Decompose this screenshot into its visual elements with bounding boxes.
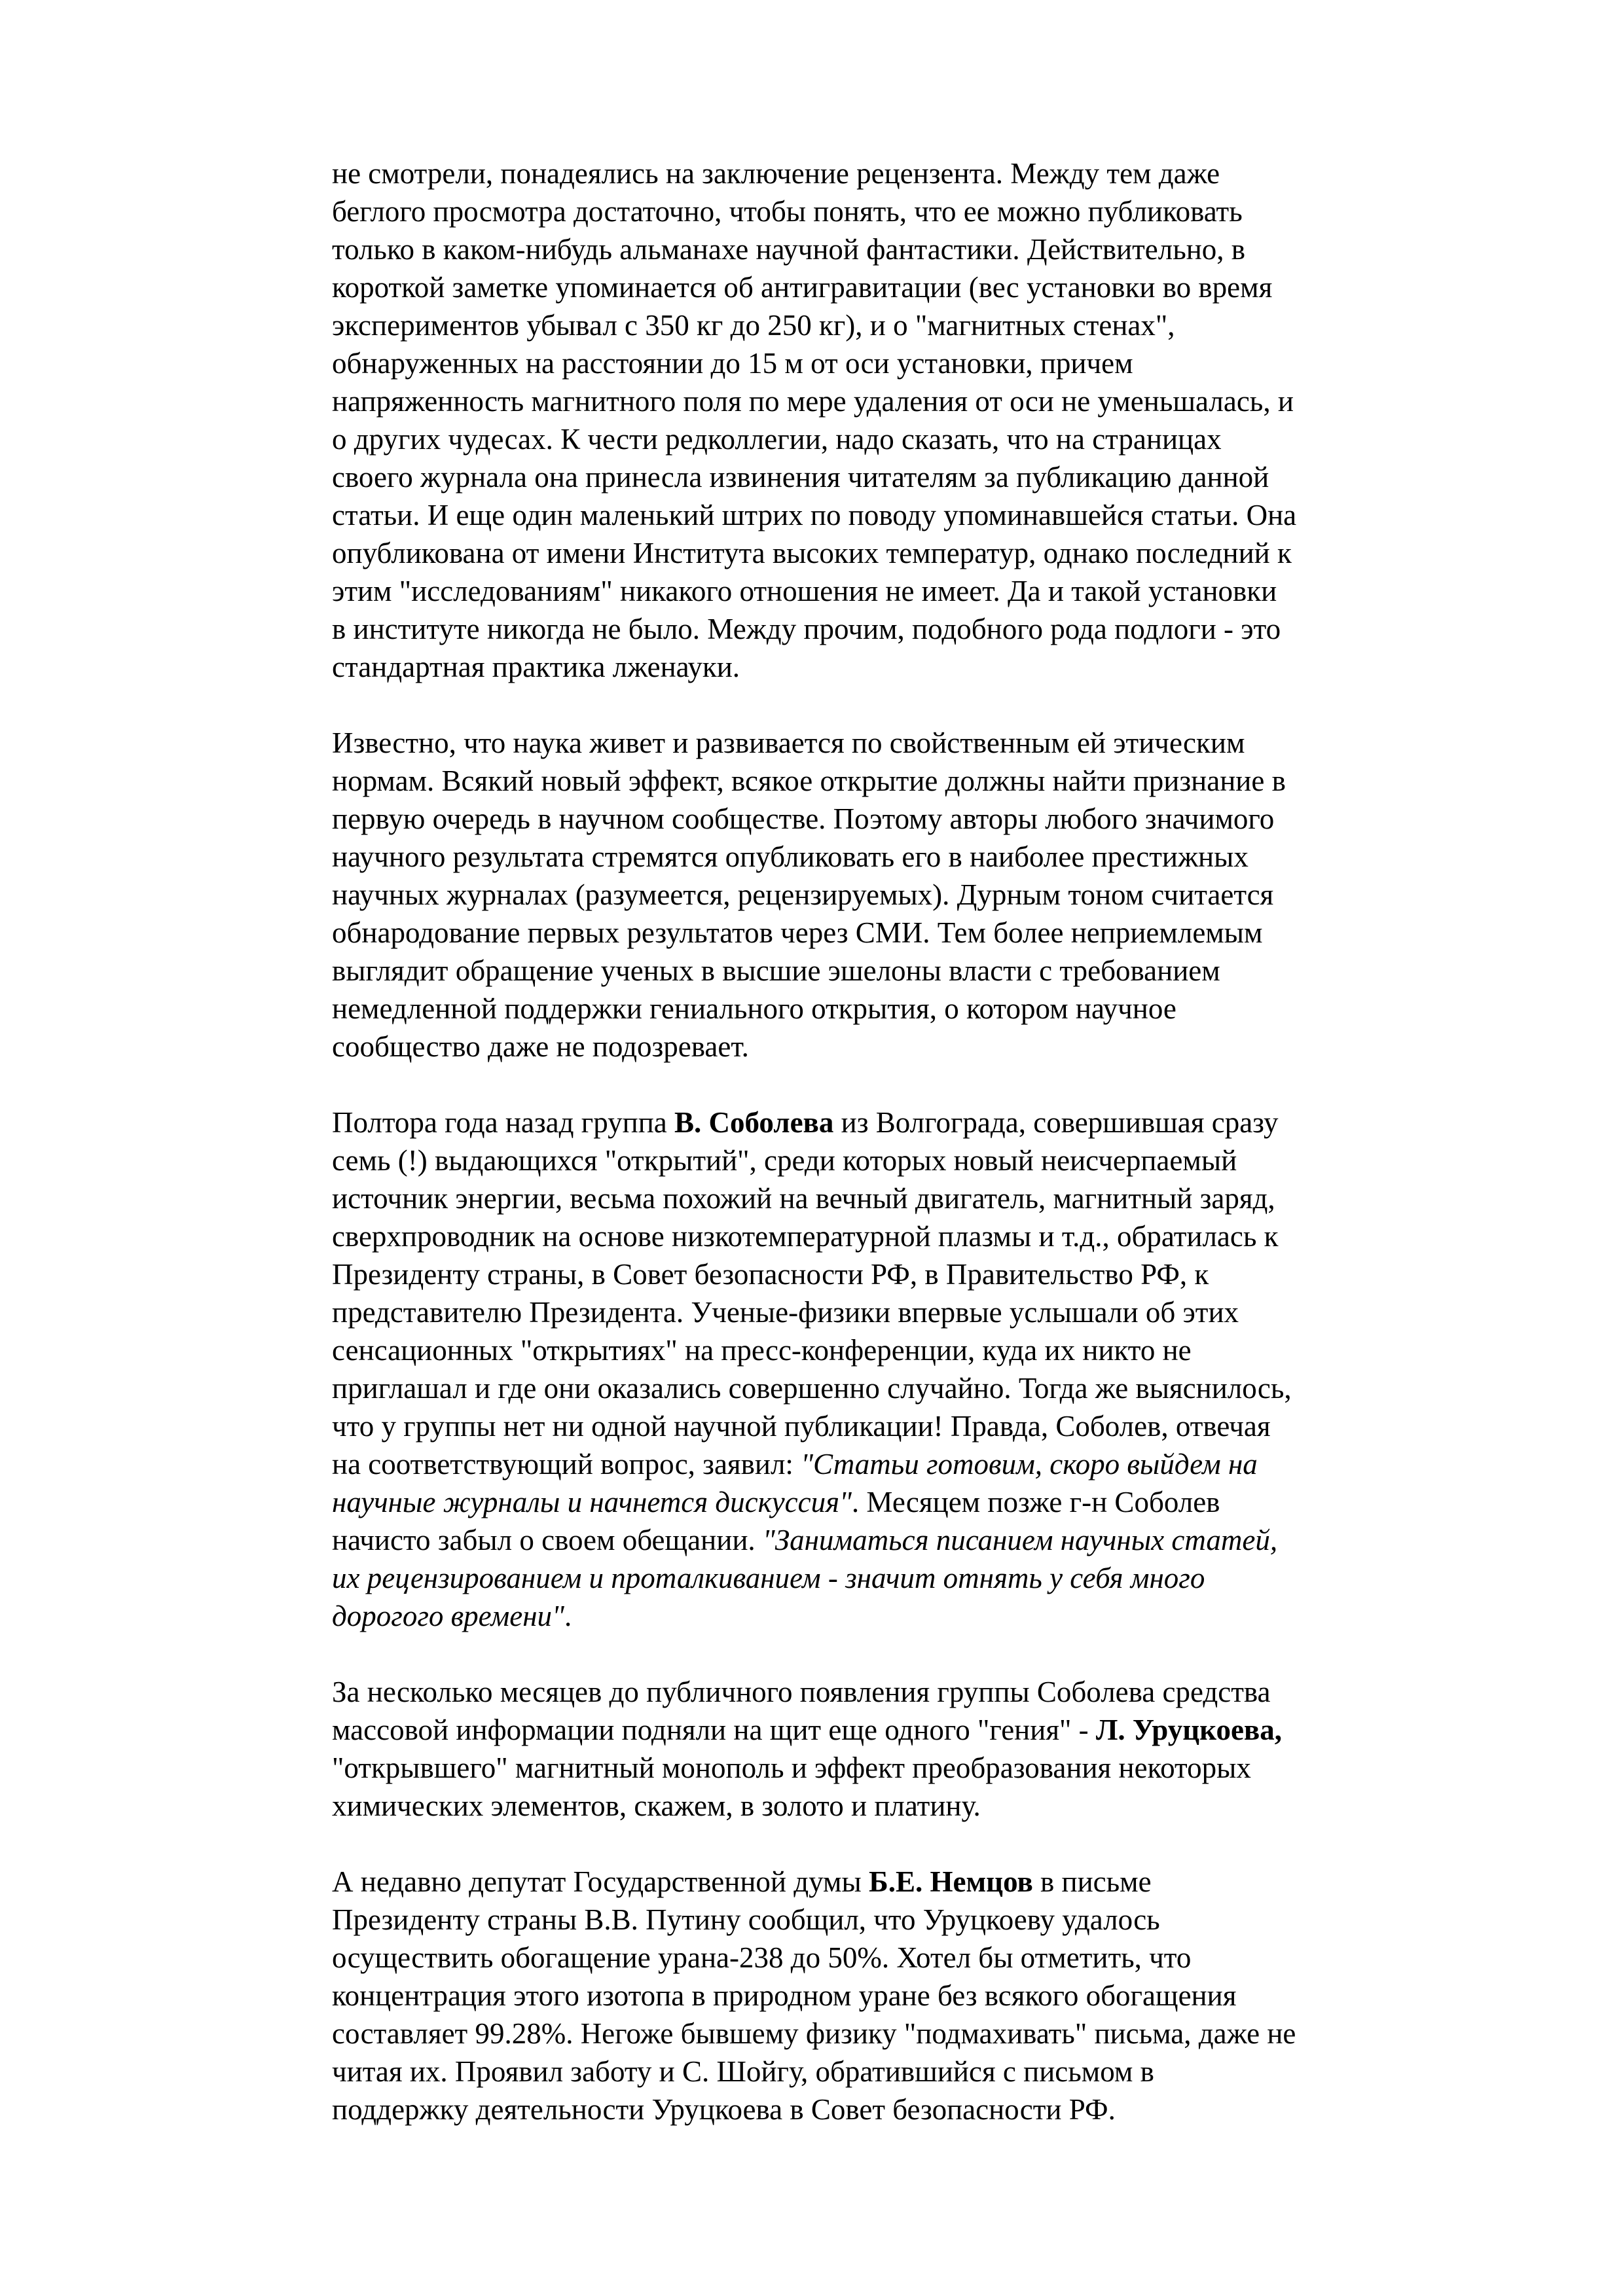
text-run: из Волгограда, совершившая сразу — [833, 1106, 1279, 1139]
text-line — [332, 1445, 1445, 1483]
text-line: выглядит обращение ученых в высшие эшелоны власти с требованием — [332, 954, 1220, 987]
person-name-urutskoev: Л. Уруцкоева, — [1095, 1713, 1282, 1746]
text-line — [332, 1521, 1445, 1559]
quote-italic: "Статьи готовим, скоро выйдем на — [801, 1448, 1258, 1480]
paragraph-4 — [332, 1673, 1445, 1825]
text-line — [332, 1483, 1445, 1521]
text-line — [332, 1711, 1445, 1749]
text-run: на соответствующий вопрос, заявил: — [332, 1448, 801, 1480]
quote-italic: научные журналы и начнется дискуссия" — [332, 1486, 852, 1518]
text-line: научного результата стремятся опубликовать его в наиболее престижных — [332, 840, 1249, 873]
text-line: научных журналах (разумеется, рецензируемых). Дурным тоном считается — [332, 878, 1274, 911]
text-line: обнаруженных на расстоянии до 15 м от оси установки, причем — [332, 347, 1133, 380]
text-line: составляет 99.28%. Негоже бывшему физику "подмахивать" письма, даже не — [332, 2017, 1296, 2050]
text-line: семь (!) выдающихся "открытий", среди которых новый неисчерпаемый — [332, 1144, 1237, 1177]
text-line: концентрация этого изотопа в природном уране без всякого обогащения — [332, 1979, 1237, 2012]
article-body — [332, 154, 1445, 2166]
text-line — [332, 1559, 1445, 1597]
person-name-sobolev: В. Соболева — [674, 1106, 834, 1139]
text-line: читая их. Проявил заботу и С. Шойгу, обратившийся с письмом в — [332, 2055, 1154, 2088]
text-line — [332, 1863, 1445, 1901]
quote-italic: их рецензированием и проталкиванием - значит отнять у себя много — [332, 1562, 1205, 1594]
text-line: экспериментов убывал с 350 кг до 250 кг), и о "магнитных стенах", — [332, 309, 1175, 342]
text-run: . — [564, 1600, 572, 1632]
quote-italic: дорогого времени" — [332, 1600, 564, 1632]
person-name-nemtsov: Б.Е. Немцов — [869, 1865, 1033, 1898]
text-line: что у группы нет ни одной научной публикации! Правда, Соболев, отвечая — [332, 1410, 1271, 1443]
text-line: За несколько месяцев до публичного появления группы Соболева средства — [332, 1676, 1271, 1708]
text-line: короткой заметке упоминается об антигравитации (вес установки во время — [332, 271, 1273, 304]
text-line: напряженность магнитного поля по мере удаления от оси не уменьшалась, и — [332, 385, 1294, 418]
text-line: в институте никогда не было. Между прочим, подобного рода подлоги - это — [332, 613, 1281, 645]
text-line: Президенту страны В.В. Путину сообщил, что Уруцкоеву удалось — [332, 1903, 1160, 1936]
text-run: в письме — [1032, 1865, 1152, 1898]
text-line: "открывшего" магнитный монополь и эффект преобразования некоторых — [332, 1751, 1251, 1784]
text-run: Полтора года назад группа — [332, 1106, 675, 1139]
text-line: источник энергии, весьма похожий на вечный двигатель, магнитный заряд, — [332, 1182, 1275, 1215]
text-line: осуществить обогащение урана-238 до 50%. Хотел бы отметить, что — [332, 1941, 1192, 1974]
text-line: не смотрели, понадеялись на заключение рецензента. Между тем даже — [332, 157, 1220, 190]
paragraph-3 — [332, 1103, 1445, 1635]
text-line: приглашал и где они оказались совершенно случайно. Тогда же выяснилось, — [332, 1372, 1292, 1405]
text-run: начисто забыл о своем обещании. — [332, 1524, 763, 1556]
text-line: обнародование первых результатов через СМИ. Тем более неприемлемым — [332, 916, 1263, 949]
text-line: сверхпроводник на основе низкотемпературной плазмы и т.д., обратилась к — [332, 1220, 1279, 1253]
text-line: нормам. Всякий новый эффект, всякое открытие должны найти признание в — [332, 764, 1286, 797]
paragraph-5 — [332, 1863, 1445, 2128]
text-line — [332, 1103, 1445, 1141]
text-line: немедленной поддержки гениального открытия, о котором научное — [332, 992, 1176, 1025]
paragraph-1 — [332, 154, 1445, 686]
text-run: А недавно депутат Государственной думы — [332, 1865, 869, 1898]
text-line: только в каком-нибудь альманахе научной фантастики. Действительно, в — [332, 233, 1246, 266]
text-line: о других чудесах. К чести редколлегии, надо сказать, что на страницах — [332, 423, 1222, 456]
text-line: беглого просмотра достаточно, чтобы понять, что ее можно публиковать — [332, 195, 1243, 228]
text-run: . Месяцем позже г-н Соболев — [851, 1486, 1220, 1518]
text-line: стандартная практика лженауки. — [332, 651, 740, 683]
paragraph-2 — [332, 724, 1445, 1066]
text-run: массовой информации подняли на щит еще одного "гения" - — [332, 1713, 1096, 1746]
quote-italic: "Заниматься писанием научных статей, — [762, 1524, 1278, 1556]
text-line: химических элементов, скажем, в золото и платину. — [332, 1789, 981, 1822]
text-line: сенсационных "открытиях" на пресс-конференции, куда их никто не — [332, 1334, 1192, 1367]
text-line: Известно, что наука живет и развивается по свойственным ей этическим — [332, 726, 1245, 759]
text-line: представителю Президента. Ученые-физики впервые услышали об этих — [332, 1296, 1239, 1329]
text-line: сообщество даже не подозревает. — [332, 1030, 749, 1063]
text-line — [332, 1597, 1445, 1635]
text-line: этим "исследованиям" никакого отношения не имеет. Да и такой установки — [332, 575, 1277, 607]
text-line: первую очередь в научном сообществе. Поэтому авторы любого значимого — [332, 802, 1275, 835]
text-line: поддержку деятельности Уруцкоева в Совет безопасности РФ. — [332, 2093, 1116, 2126]
text-line: статьи. И еще один маленький штрих по поводу упоминавшейся статьи. Она — [332, 499, 1297, 531]
text-line: своего журнала она принесла извинения читателям за публикацию данной — [332, 461, 1269, 493]
text-line: опубликована от имени Института высоких температур, однако последний к — [332, 537, 1292, 569]
text-line: Президенту страны, в Совет безопасности РФ, в Правительство РФ, к — [332, 1258, 1209, 1291]
